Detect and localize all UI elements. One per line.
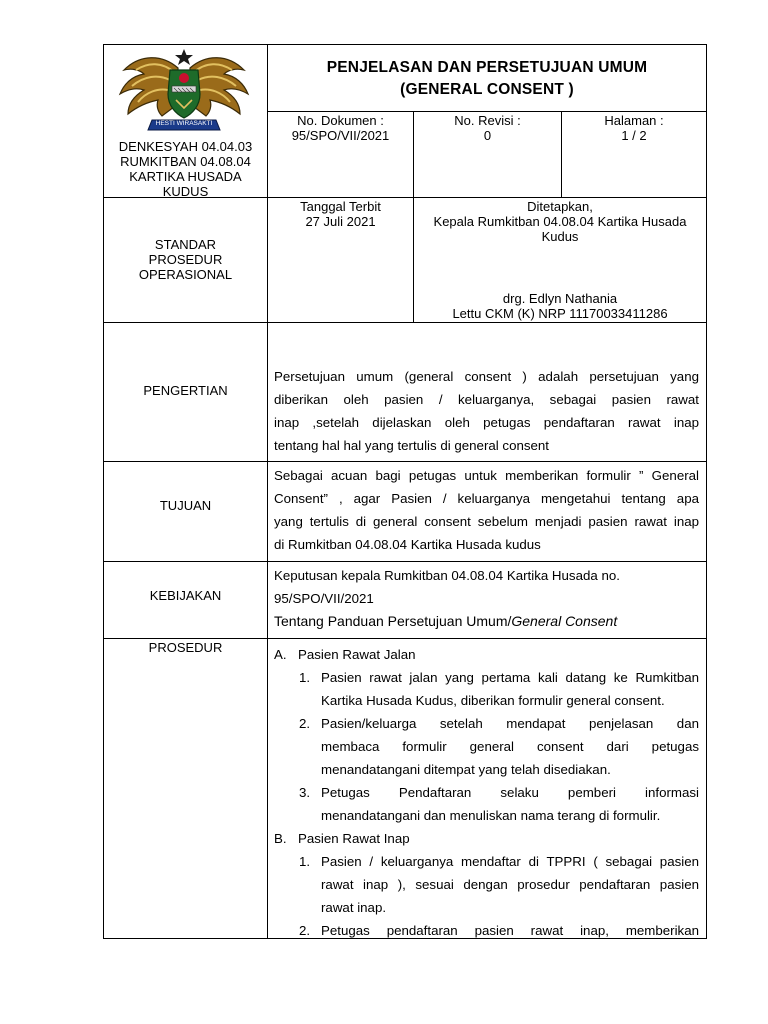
tujuan-line-1: Sebagai acuan bagi petugas untuk memberikan formulir ” General	[274, 468, 699, 483]
a3-line-1: Petugas Pendaftaran selaku pemberi informasi	[321, 785, 699, 800]
signer-name: drg. Edlyn Nathania	[502, 291, 618, 306]
doc-number-label: No. Dokumen :	[297, 113, 384, 128]
a2-line-1: Pasien/keluarga setelah mendapat penjelasan dan	[321, 716, 699, 731]
a1-line-2: Kartika Husada Kudus, diberikan formulir general consent.	[321, 693, 665, 708]
b1-line-3: rawat inap.	[321, 900, 387, 915]
a3-number: 3.	[299, 785, 311, 800]
revision-label: No. Revisi :	[454, 113, 521, 128]
institution-line-1: DENKESYAH 04.04.03	[118, 139, 253, 154]
pengertian-line-4: tentang hal hal yang tertulis di general consent	[274, 438, 549, 453]
kebijakan-tentang-italic: General Consent	[511, 613, 618, 629]
set-by-label: Ditetapkan,	[527, 199, 593, 214]
page-value: 1 / 2	[621, 128, 647, 143]
page-label: Halaman :	[604, 113, 664, 128]
issue-date-label: Tanggal Terbit	[300, 199, 381, 214]
row-line-4	[103, 561, 707, 562]
set-by-role-line-2: Kudus	[541, 229, 579, 244]
emblem-motto: HESTI WIRASAKTI	[155, 120, 213, 127]
kebijakan-tentang-text: Tentang Panduan Persetujuan Umum/	[274, 613, 512, 629]
row-line-2	[103, 322, 707, 323]
b2-number: 2.	[299, 923, 311, 938]
pengertian-line-3: inap ,setelah dijelaskan oleh petugas pendaftaran rawat inap	[274, 415, 699, 430]
section-a-marker: A.	[274, 647, 287, 662]
a2-number: 2.	[299, 716, 311, 731]
revision-value: 0	[483, 128, 492, 143]
a2-line-3: menandatangani ditempat yang telah disediakan.	[321, 762, 611, 777]
spo-label-line-2: PROSEDUR	[148, 252, 223, 267]
b1-number: 1.	[299, 854, 311, 869]
kebijakan-line-1: Keputusan kepala Rumkitban 04.08.04 Kartika Husada no.	[274, 568, 620, 583]
a2-line-2: membaca formulir general consent dari petugas	[321, 739, 699, 754]
document-title-line-1: PENJELASAN DAN PERSETUJUAN UMUM	[326, 59, 648, 76]
issue-date-value: 27 Juli 2021	[305, 214, 376, 229]
tujuan-label: TUJUAN	[159, 498, 212, 513]
tujuan-line-2: Consent” , agar Pasien / keluarganya mengetahui tentang apa	[274, 491, 699, 506]
doc-number-value: 95/SPO/VII/2021	[291, 128, 390, 143]
pengertian-line-2: diberikan oleh pasien / keluarganya, sebagai pasien rawat	[274, 392, 699, 407]
document-title-line-2: (GENERAL CONSENT )	[400, 81, 574, 98]
b2-line-1: Petugas pendaftaran pasien rawat inap, memberikan	[321, 923, 699, 938]
kebijakan-label: KEBIJAKAN	[149, 588, 222, 603]
section-b-marker: B.	[274, 831, 287, 846]
pengertian-label: PENGERTIAN	[143, 383, 228, 398]
prosedur-label: PROSEDUR	[148, 640, 223, 655]
column-divider	[267, 44, 268, 939]
pengertian-line-1: Persetujuan umum (general consent ) adalah persetujuan yang	[274, 369, 699, 384]
institution-line-2: RUMKITBAN 04.08.04	[120, 154, 251, 169]
kebijakan-line-2: 95/SPO/VII/2021	[274, 591, 374, 606]
b1-line-2: rawat inap ), sesuai dengan prosedur pendaftaran pasien	[321, 877, 699, 892]
spo-label-line-1: STANDAR	[154, 237, 217, 252]
institution-line-3: KARTIKA HUSADA	[129, 169, 242, 184]
tujuan-line-3: yang tertulis di general consent sebelum menjadi pasien rawat inap	[274, 514, 699, 529]
spo-label-line-3: OPERASIONAL	[138, 267, 233, 282]
kebijakan-tentang	[274, 610, 699, 633]
b1-line-1: Pasien / keluarganya mendaftar di TPPRI ( sebagai pasien	[321, 854, 699, 869]
title-bottom-line	[267, 111, 707, 112]
a1-line-1: Pasien rawat jalan yang pertama kali datang ke Rumkitban	[321, 670, 699, 685]
section-b-title: Pasien Rawat Inap	[298, 831, 410, 846]
institution-line-4: KUDUS	[162, 184, 209, 199]
signer-rank: Lettu CKM (K) NRP 11170033411286	[452, 306, 668, 321]
section-a-title: Pasien Rawat Jalan	[298, 647, 416, 662]
a3-line-2: menandatangani dan menuliskan nama terang di formulir.	[321, 808, 661, 823]
row-line-5	[103, 638, 707, 639]
tujuan-line-4: di Rumkitban 04.08.04 Kartika Husada kudus	[274, 537, 541, 552]
row-line-3	[103, 461, 707, 462]
set-by-role-line-1: Kepala Rumkitban 04.08.04 Kartika Husada	[433, 214, 687, 229]
a1-number: 1.	[299, 670, 311, 685]
